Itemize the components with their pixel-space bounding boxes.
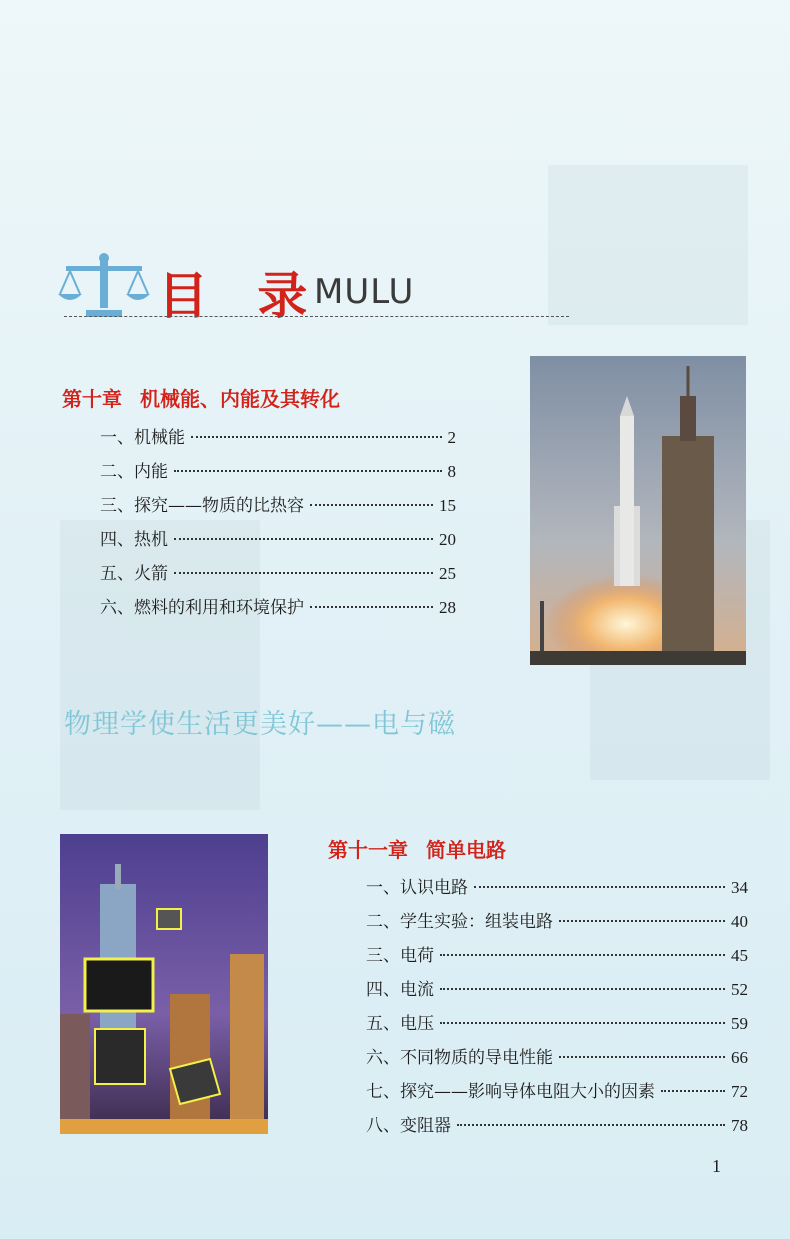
toc-item-label: 三、电荷 <box>366 946 434 966</box>
toc-item-label: 三、探究——物质的比热容 <box>100 496 304 516</box>
toc-item-page: 72 <box>731 1082 748 1101</box>
chapter-10-heading <box>62 383 340 412</box>
page-title: 目 录 <box>158 267 324 325</box>
show-through-block <box>548 165 748 325</box>
chapter-10-toc <box>100 423 456 627</box>
toc-row[interactable] <box>366 1009 748 1043</box>
toc-item-label: 六、不同物质的导电性能 <box>366 1048 553 1068</box>
leader-dots <box>661 1090 725 1092</box>
unit-banner: 物理学使生活更美好——电与磁 <box>64 709 456 740</box>
toc-item-page: 20 <box>439 530 456 549</box>
toc-row[interactable] <box>100 525 456 559</box>
toc-row[interactable] <box>366 1077 748 1111</box>
toc-item-label: 一、机械能 <box>100 428 185 448</box>
toc-item-page: 52 <box>731 980 748 999</box>
toc-item-page: 40 <box>731 912 748 931</box>
toc-item-label: 四、热机 <box>100 530 168 550</box>
toc-item-label: 五、电压 <box>366 1014 434 1034</box>
toc-row[interactable] <box>366 941 748 975</box>
toc-item-label: 二、学生实验：组装电路 <box>366 912 553 932</box>
toc-item-page: 45 <box>731 946 748 965</box>
chapter-number: 第十章 <box>62 387 122 411</box>
toc-item-page: 28 <box>439 598 456 617</box>
toc-item-page: 25 <box>439 564 456 583</box>
toc-item-label: 七、探究——影响导体电阻大小的因素 <box>366 1082 655 1102</box>
leader-dots <box>559 1056 725 1058</box>
toc-row[interactable] <box>366 1043 748 1077</box>
toc-header <box>58 250 568 325</box>
toc-item-page: 8 <box>447 462 456 481</box>
toc-row[interactable] <box>366 873 748 907</box>
toc-item-label: 六、燃料的利用和环境保护 <box>100 598 304 618</box>
leader-dots <box>174 470 442 472</box>
leader-dots <box>174 538 433 540</box>
toc-row[interactable] <box>100 423 456 457</box>
toc-row[interactable] <box>100 559 456 593</box>
toc-item-page: 66 <box>731 1048 748 1067</box>
balance-scale-icon <box>58 250 150 320</box>
leader-dots <box>440 988 725 990</box>
toc-row[interactable] <box>366 975 748 1009</box>
toc-item-label: 八、变阻器 <box>366 1116 451 1136</box>
toc-item-label: 四、电流 <box>366 980 434 1000</box>
leader-dots <box>174 572 433 574</box>
toc-row[interactable] <box>366 1111 748 1145</box>
leader-dots <box>310 504 433 506</box>
toc-row[interactable] <box>366 907 748 941</box>
toc-item-page: 2 <box>447 428 456 447</box>
page-number: 1 <box>712 1156 721 1176</box>
chapter-number: 第十一章 <box>328 838 408 862</box>
toc-row[interactable] <box>100 593 456 627</box>
leader-dots <box>457 1124 725 1126</box>
leader-dots <box>191 436 442 438</box>
leader-dots <box>310 606 433 608</box>
chapter-title: 简单电路 <box>426 838 506 862</box>
chapter-title: 机械能、内能及其转化 <box>140 387 340 411</box>
leader-dots <box>559 920 725 922</box>
toc-item-page: 34 <box>731 878 748 897</box>
page-title-pinyin: MULU <box>314 272 415 312</box>
rocket-launch-photo <box>530 356 746 665</box>
toc-item-page: 78 <box>731 1116 748 1135</box>
leader-dots <box>474 886 725 888</box>
toc-row[interactable] <box>100 491 456 525</box>
chapter-11-heading <box>328 834 506 863</box>
leader-dots <box>440 954 725 956</box>
toc-item-page: 59 <box>731 1014 748 1033</box>
toc-item-page: 15 <box>439 496 456 515</box>
header-divider <box>64 316 569 317</box>
toc-item-label: 一、认识电路 <box>366 878 468 898</box>
toc-item-label: 五、火箭 <box>100 564 168 584</box>
city-electronics-photo <box>60 834 268 1134</box>
leader-dots <box>440 1022 725 1024</box>
toc-item-label: 二、内能 <box>100 462 168 482</box>
chapter-11-toc <box>366 873 748 1145</box>
toc-row[interactable] <box>100 457 456 491</box>
